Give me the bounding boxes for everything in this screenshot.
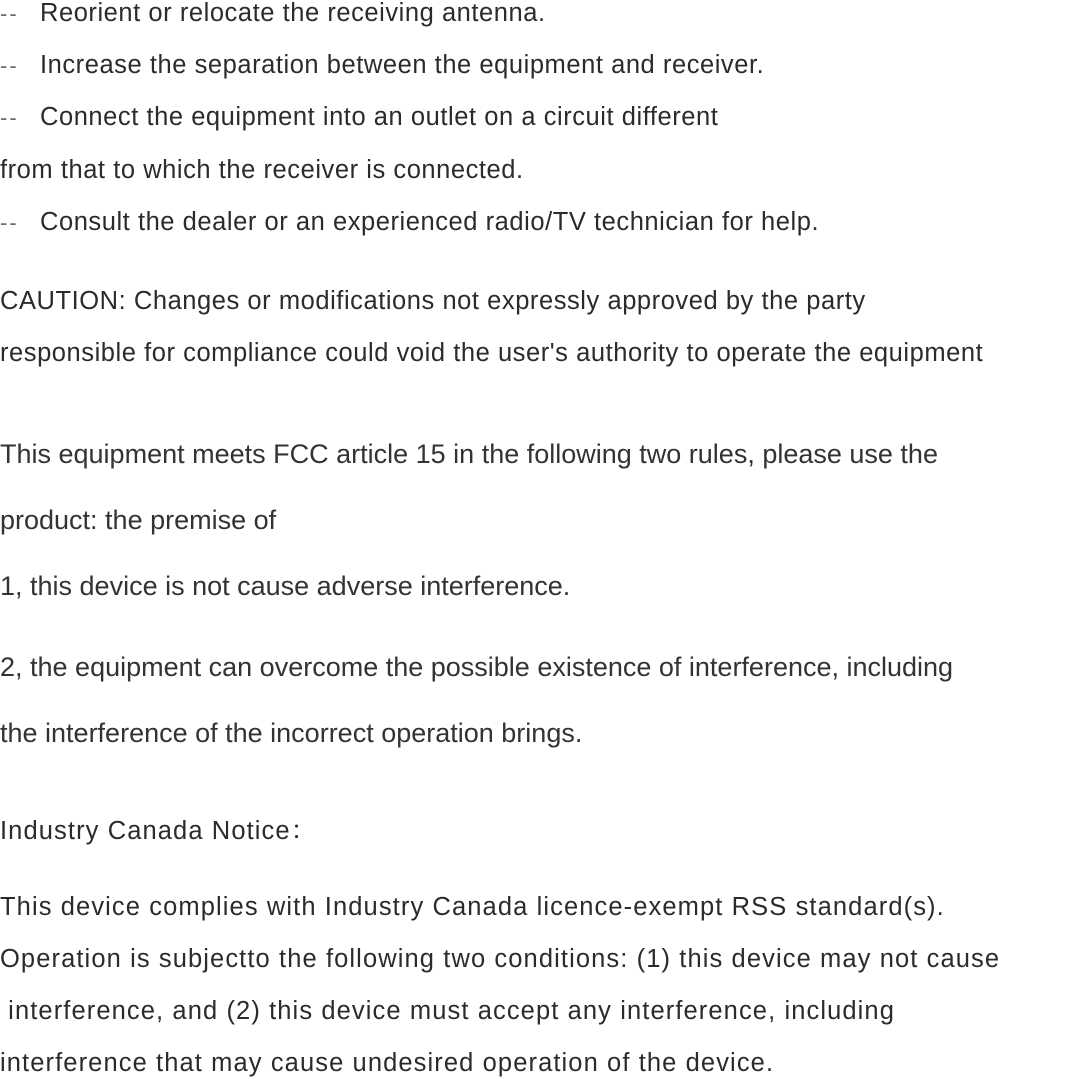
ic-line-1: This device complies with Industry Canada licence-exempt RSS standard(s). — [0, 893, 945, 921]
fcc-intro-line-1: This equipment meets FCC article 15 in the following two rules, please use the — [0, 439, 938, 469]
remedy-item-2 — [0, 53, 764, 79]
fcc-rule-2-line-1: 2, the equipment can overcome the possible existence of interference, including — [0, 652, 954, 682]
fcc-rule-1: 1, this device is not cause adverse interference. — [0, 571, 571, 601]
remedy-text: Consult the dealer or an experienced radio/TV technician for help. — [40, 208, 820, 236]
caution-line-2: responsible for compliance could void the user's authority to operate the equipment — [0, 339, 984, 367]
ic-heading: Industry Canada Notice： — [0, 817, 318, 845]
dash-bullet: -- — [0, 210, 19, 235]
ic-line-3: interference, and (2) this device must accept any interference, including — [0, 997, 895, 1025]
ic-line-4: interference that may cause undesired operation of the device. — [0, 1049, 775, 1077]
caution-line-1: CAUTION: Changes or modifications not expressly approved by the party — [0, 287, 866, 315]
remedy-item-3 — [0, 105, 718, 131]
dash-bullet: -- — [0, 53, 19, 78]
remedy-text: Reorient or relocate the receiving antenna. — [40, 0, 546, 27]
remedy-item-4 — [0, 210, 819, 236]
remedy-text: Connect the equipment into an outlet on a circuit different — [40, 103, 719, 131]
remedy-item-3-continuation: from that to which the receiver is connected. — [0, 156, 524, 184]
dash-bullet: -- — [0, 105, 19, 130]
fcc-intro-line-2: product: the premise of — [0, 505, 277, 535]
fcc-rule-2-line-2: the interference of the incorrect operation brings. — [0, 718, 583, 748]
dash-bullet: -- — [0, 1, 19, 26]
remedy-item-1 — [0, 1, 546, 27]
ic-line-2: Operation is subjectto the following two conditions: (1) this device may not cause — [0, 945, 1001, 973]
remedy-text: Increase the separation between the equipment and receiver. — [40, 51, 765, 79]
